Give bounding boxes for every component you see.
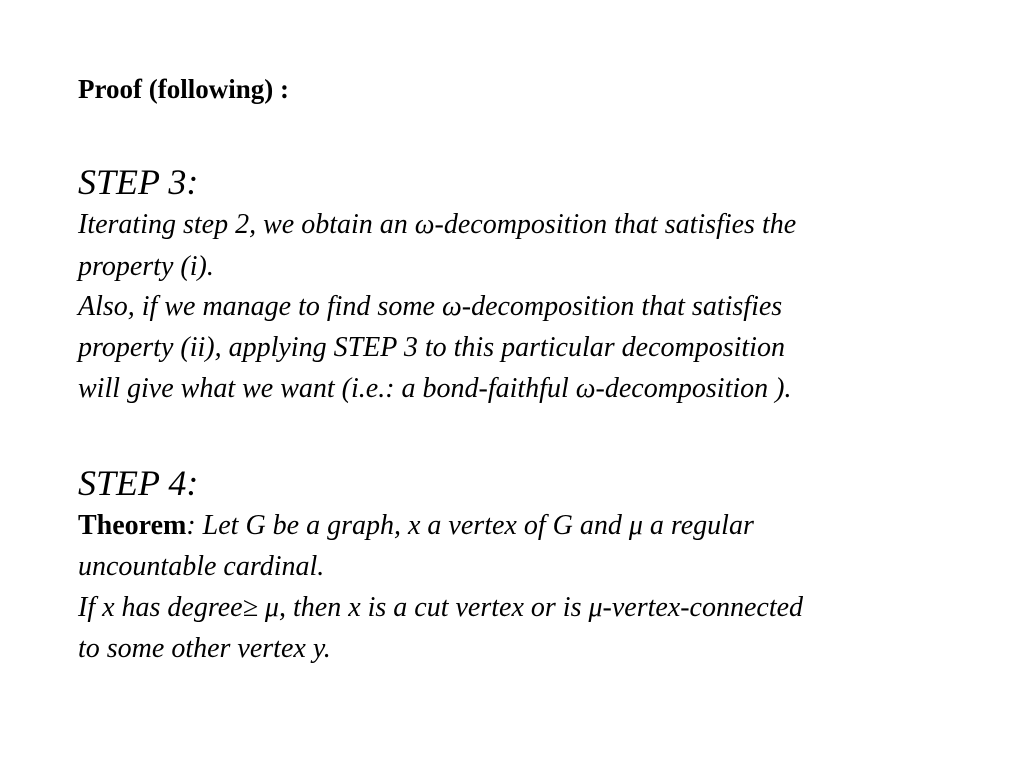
step3-title: STEP 3: (78, 162, 199, 202)
step3-line: property (i). (78, 251, 214, 282)
theorem-statement: : Let G be a graph, x a vertex of G and μ a regular (186, 510, 754, 541)
theorem-label: Theorem (78, 510, 187, 541)
step3-line: property (ii), applying STEP 3 to this particular decomposition (78, 332, 785, 363)
step4-line: to some other vertex y. (78, 633, 331, 664)
step4-line: uncountable cardinal. (78, 551, 325, 582)
step4-title: STEP 4: (78, 463, 199, 503)
step3-line: Also, if we manage to find some ω-decomposition that satisfies (78, 291, 783, 322)
proof-heading: Proof (following) : (78, 74, 289, 104)
step3-line: Iterating step 2, we obtain an ω-decomposition that satisfies the (78, 209, 797, 240)
step3-line: will give what we want (i.e.: a bond-faithful ω-decomposition ). (78, 373, 792, 404)
theorem-line (78, 509, 754, 543)
step4-line: If x has degree≥ μ, then x is a cut vertex or is μ-vertex-connected (78, 592, 804, 623)
